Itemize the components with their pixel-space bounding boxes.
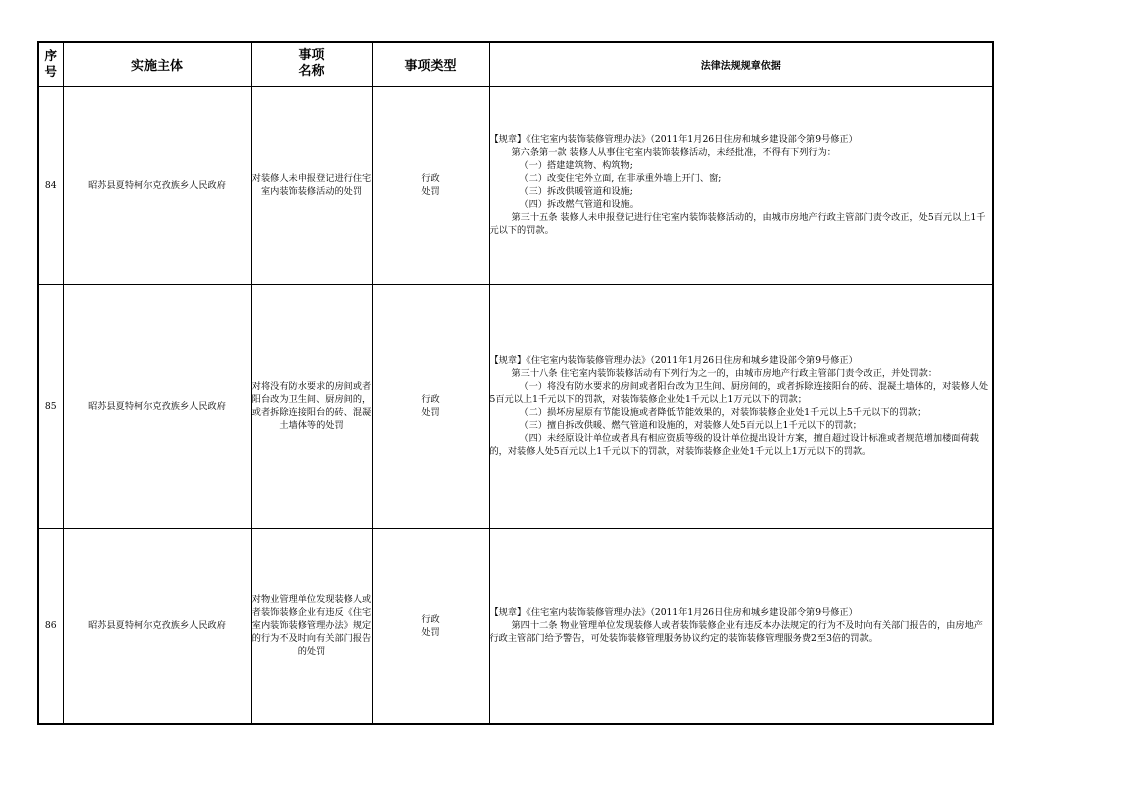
basis-paragraph: （一）将没有防水要求的房间或者阳台改为卫生间、厨房间的，或者拆除连接阳台的砖、混凝土墙体的，对装修人处5百元以上1千元以下的罚款，对装饰装修企业处1千元以上1万元以下的罚款； — [489, 381, 989, 405]
row-item-type — [372, 284, 489, 528]
basis-paragraph: （四）拆改燃气管道和设施。 — [519, 199, 639, 210]
header-legal-basis: 法律法规规章依据 — [489, 42, 993, 86]
row-item-name: 对物业管理单位发现装修人或者装饰装修企业有违反《住宅室内装饰装修管理办法》规定的行为不及时向有关部门报告的处罚 — [251, 528, 372, 724]
table-row — [38, 86, 993, 284]
table-row — [38, 284, 993, 528]
item-type-line1: 行政 — [421, 613, 440, 625]
item-type-line2: 处罚 — [421, 186, 440, 197]
header-item-name-line1: 事项 — [298, 48, 325, 64]
basis-paragraph: 第六条第一款 装修人从事住宅室内装饰装修活动，未经批准，不得有下列行为： — [511, 147, 836, 158]
basis-paragraph: 第四十二条 物业管理单位发现装修人或者装饰装修企业有违反本办法规定的行为不及时向有关部门报告的，由房地产行政主管部门给予警告，可处装饰装修管理服务协议约定的装饰装修管理服务费2至3倍的罚款。 — [489, 620, 983, 645]
basis-paragraph: （四）未经原设计单位或者具有相应资质等级的设计单位提出设计方案，擅自超过设计标准或者规范增加楼面荷载的，对装修人处5百元以上1千元以下的罚款，对装饰装修企业处1千元以上1万元以下的罚款。 — [489, 433, 979, 457]
basis-paragraph: （三）拆改供暖管道和设施; — [519, 186, 633, 197]
row-implementing-body: 昭苏县夏特柯尔克孜族乡人民政府 — [63, 284, 251, 528]
header-serial-line2: 号 — [44, 64, 57, 80]
table-row — [38, 528, 993, 724]
header-item-name-line2: 名称 — [298, 64, 325, 80]
row-item-type — [372, 528, 489, 724]
item-type-line2: 处罚 — [421, 407, 440, 418]
row-legal-basis — [489, 86, 993, 284]
basis-paragraph: 【规章】《住宅室内装饰装修管理办法》（2011年1月26日住房和城乡建设部令第9号修正） — [489, 355, 858, 366]
item-type-line1: 行政 — [421, 173, 440, 184]
header-serial-line1: 序 — [44, 48, 57, 64]
header-row — [38, 42, 993, 86]
item-type-line1: 行政 — [421, 394, 440, 405]
row-item-name: 对将没有防水要求的房间或者阳台改为卫生间、厨房间的，或者拆除连接阳台的砖、混凝土墙体等的处罚 — [251, 284, 372, 528]
row-implementing-body: 昭苏县夏特柯尔克孜族乡人民政府 — [63, 528, 251, 724]
header-serial-number — [38, 42, 63, 86]
item-type-line2: 处罚 — [421, 626, 440, 638]
basis-paragraph: 【规章】《住宅室内装饰装修管理办法》（2011年1月26日住房和城乡建设部令第9号修正） — [489, 134, 858, 145]
row-serial-number: 85 — [38, 284, 63, 528]
basis-paragraph: 第三十五条 装修人未申报登记进行住宅室内装饰装修活动的，由城市房地产行政主管部门责令改正，处5百元以上1千元以下的罚款。 — [489, 212, 986, 236]
header-implementing-body: 实施主体 — [63, 42, 251, 86]
row-serial-number: 86 — [38, 528, 63, 724]
header-item-name — [251, 42, 372, 86]
basis-paragraph: （二）损坏房屋原有节能设施或者降低节能效果的，对装饰装修企业处1千元以上5千元以下的罚款； — [519, 407, 927, 418]
header-item-type: 事项类型 — [372, 42, 489, 86]
row-item-name: 对装修人未申报登记进行住宅室内装饰装修活动的处罚 — [251, 86, 372, 284]
basis-paragraph: 第三十八条 住宅室内装饰装修活动有下列行为之一的，由城市房地产行政主管部门责令改正，并处罚款： — [511, 368, 938, 379]
row-legal-basis — [489, 528, 993, 724]
row-item-type — [372, 86, 489, 284]
row-implementing-body: 昭苏县夏特柯尔克孜族乡人民政府 — [63, 86, 251, 284]
regulation-table — [37, 41, 994, 725]
basis-paragraph: 【规章】《住宅室内装饰装修管理办法》（2011年1月26日住房和城乡建设部令第9号修正） — [489, 607, 858, 619]
row-legal-basis — [489, 284, 993, 528]
basis-paragraph: （一）搭建建筑物、构筑物; — [519, 160, 633, 171]
basis-paragraph: （三）擅自拆改供暖、燃气管道和设施的，对装修人处5百元以上1千元以下的罚款； — [519, 420, 862, 431]
row-serial-number: 84 — [38, 86, 63, 284]
basis-paragraph: （二）改变住宅外立面, 在非承重外墙上开门、窗; — [519, 173, 722, 184]
